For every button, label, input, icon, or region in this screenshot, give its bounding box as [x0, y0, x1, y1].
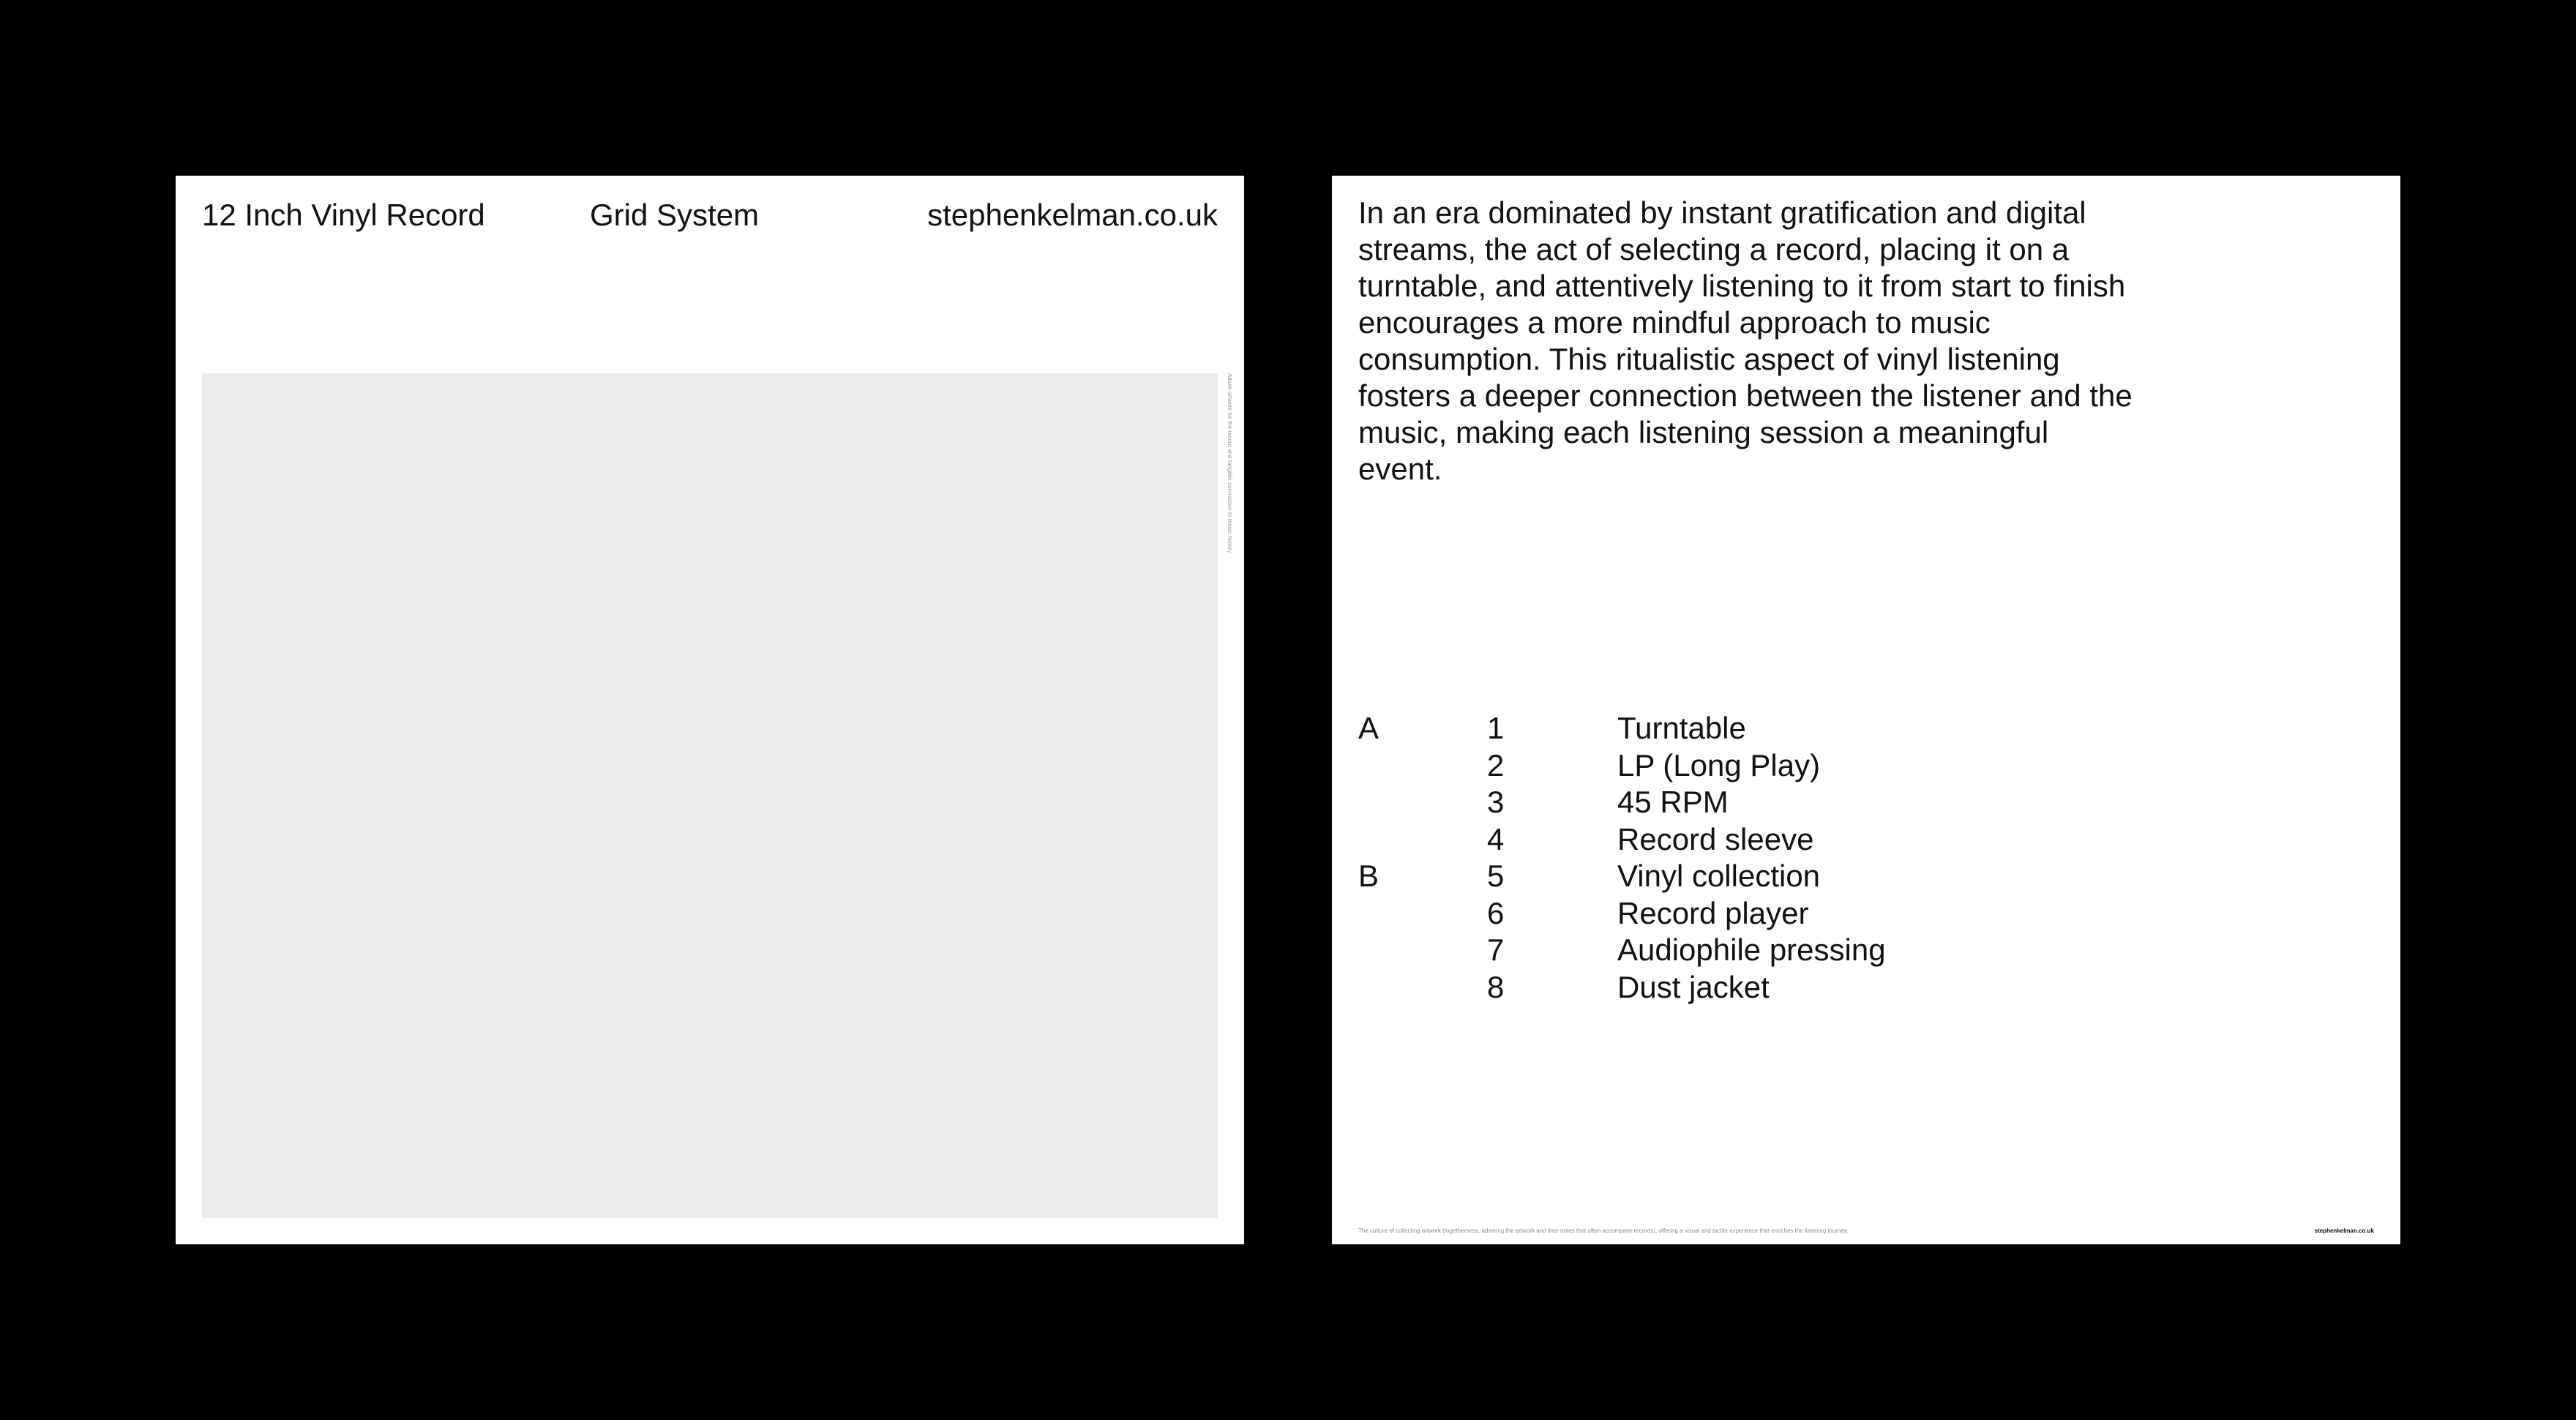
- track-title: Vinyl collection: [1617, 859, 1821, 893]
- footer-note: The culture of collecting artwork (togetherness, admiring the artwork and liner notes that often accompany records), offering a visual and tactile experience that enriches the listening journey.: [1358, 1227, 1849, 1234]
- track-title: 45 RPM: [1617, 785, 1729, 819]
- front-cover-sheet: [176, 176, 1244, 1244]
- track-side: A: [1358, 711, 1379, 745]
- track-number: 1: [1487, 711, 1505, 745]
- track-row: [1358, 747, 2017, 785]
- track-row: [1358, 969, 2017, 1006]
- track-number: 5: [1487, 859, 1505, 893]
- track-row: [1358, 821, 2017, 859]
- track-row: [1358, 858, 2017, 895]
- track-row: [1358, 710, 2017, 747]
- track-number: 3: [1487, 785, 1505, 819]
- track-title: Record player: [1617, 895, 1809, 930]
- track-title: Audiophile pressing: [1617, 933, 1886, 967]
- track-number: 4: [1487, 821, 1505, 856]
- liner-notes: In an era dominated by instant gratification and digital streams, the act of selecting a record, placing it on a turntable, and attentively listening to it from start to finish encourages a more mindful approach to music consumption. This ritualistic aspect of vinyl listening fosters a deeper connection between the listener and the music, making each listening session a meaningful event.: [1358, 195, 2133, 486]
- track-title: LP (Long Play): [1617, 747, 1821, 782]
- back-cover-sheet: [1332, 176, 2400, 1244]
- track-title: Dust jacket: [1617, 969, 1770, 1004]
- footer-website: stephenkelman.co.uk: [2314, 1227, 2374, 1234]
- track-number: 8: [1487, 969, 1505, 1004]
- track-number: 2: [1487, 747, 1505, 782]
- track-number: 6: [1487, 895, 1505, 930]
- grid-system-label: Grid System: [590, 198, 760, 232]
- vertical-side-note: [1225, 373, 1234, 571]
- artwork-placeholder: [202, 373, 1218, 1218]
- tracklist: [1358, 710, 2017, 1006]
- track-row: [1358, 784, 2017, 821]
- track-title: Turntable: [1617, 711, 1746, 745]
- track-side: B: [1358, 859, 1379, 893]
- track-number: 7: [1487, 933, 1505, 967]
- front-cover-header: [202, 196, 1218, 240]
- website-label: stephenkelman.co.uk: [927, 198, 1218, 232]
- side-note-text: Album artwork for the record and tangible connection to music history: [1227, 373, 1233, 553]
- record-title: 12 Inch Vinyl Record: [202, 198, 485, 232]
- track-title: Record sleeve: [1617, 821, 1814, 856]
- track-row: [1358, 932, 2017, 969]
- track-row: [1358, 895, 2017, 933]
